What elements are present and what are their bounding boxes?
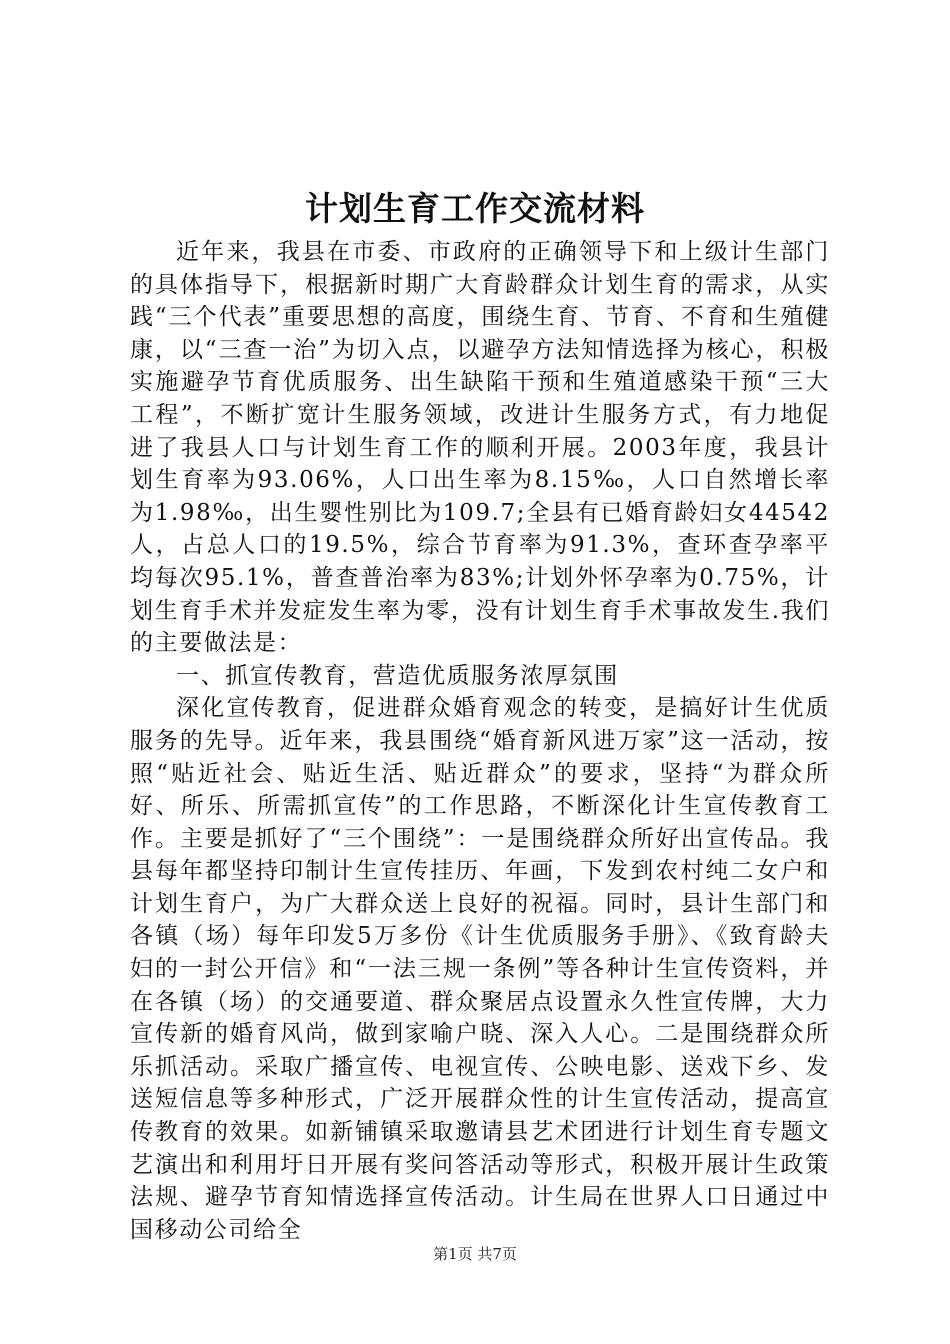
document-title: 计划生育工作交流材料 (305, 189, 645, 228)
paragraph-publicity: 深化宣传教育，促进群众婚育观念的转变，是搞好计生优质服务的先导。近年来，我县围绕“婚育新风进万家”这一活动，按照“贴近社会、贴近生活、贴近群众”的要求，坚持“为群众所好、所乐、所需抓宣传”的工作思路，不断深化计生宣传教育工作。主要是抓好了“三个围绕”：一是围绕群众所好出宣传品。我县每年都坚持印制计生宣传挂历、年画，下发到农村纯二女户和计划生育户，为广大群众送上良好的祝福。同时，县计生部门和各镇（场）每年印发5万多份《计生优质服务手册》、《致育龄夫妇的一封公开信》和“一法三规一条例”等各种计生宣传资料，并在各镇（场）的交通要道、群众聚居点设置永久性宣传牌，大力宣传新的婚育风尚，做到家喻户晓、深入人心。二是围绕群众所乐抓活动。采取广播宣传、电视宣传、公映电影、送戏下乡、发送短信息等多种形式，广泛开展群众性的计生宣传活动，提高宣传教育的效果。如新铺镇采取邀请县艺术团进行计划生育专题文艺演出和利用圩日开展有奖问答活动等形式，积极开展计生政策法规、避孕节育知情选择宣传活动。计生局在世界人口日通过中国移动公司给全 (130, 695, 830, 1243)
document-body (130, 236, 830, 1246)
page-number: 第1页 共7页 (433, 1245, 517, 1263)
paragraph-intro: 近年来，我县在市委、市政府的正确领导下和上级计生部门的具体指导下，根据新时期广大育龄群众计划生育的需求，从实践“三个代表”重要思想的高度，围绕生育、节育、不育和生殖健康，以“三查一治”为切入点，以避孕方法知情选择为核心，积极实施避孕节育优质服务、出生缺陷干预和生殖道感染干预“三大工程”，不断扩宽计生服务领域，改进计生服务方式，有力地促进了我县人口与计划生育工作的顺利开展。2003年度，我县计划生育率为93.06%，人口出生率为8.15‰，人口自然增长率为1.98‰，出生婴性别比为109.7;全县有已婚育龄妇女44542人，占总人口的19.5%，综合节育率为91.3%，查环查孕率平均每次95.1%，普查普治率为83%;计划外怀孕率为0.75%，计划生育手术并发症发生率为零，没有计划生育手术事故发生.我们的主要做法是： (130, 239, 830, 657)
section-heading-1: 一、抓宣传教育，营造优质服务浓厚氛围 (176, 662, 619, 689)
